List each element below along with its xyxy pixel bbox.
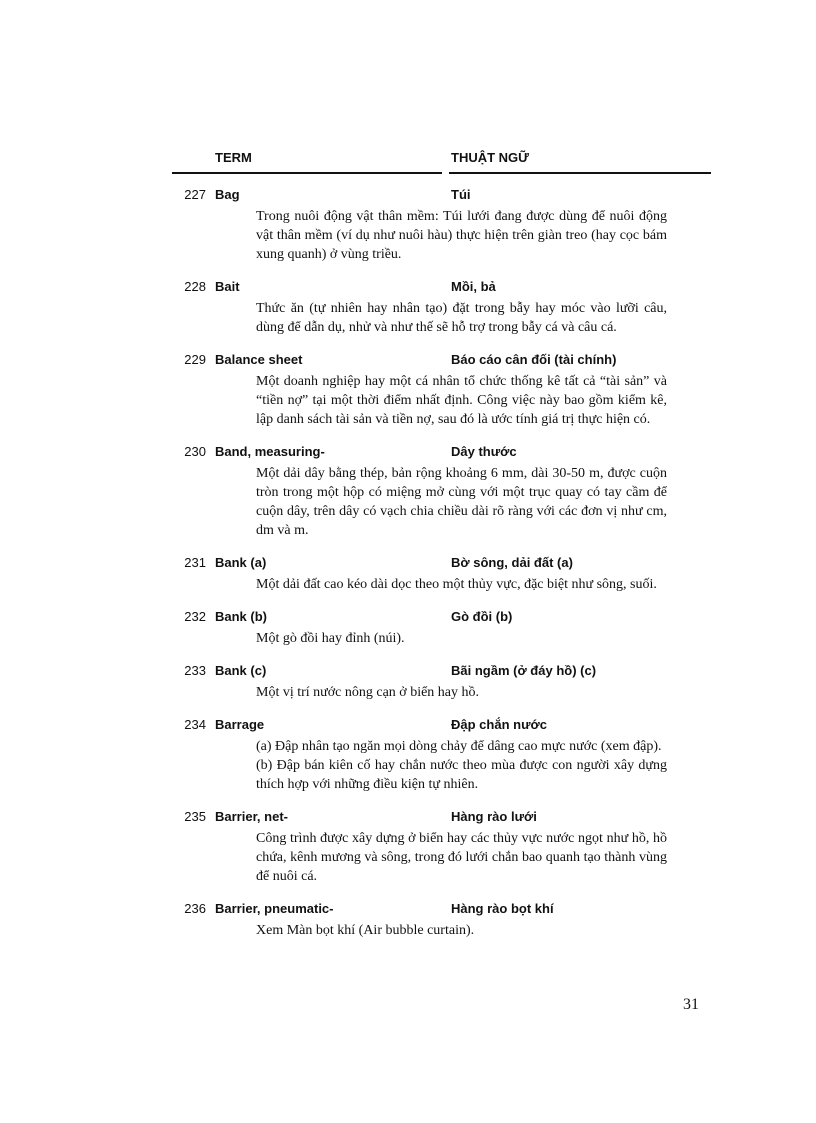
glossary-entry — [0, 717, 816, 794]
entry-heading — [0, 555, 816, 575]
entry-definition — [256, 299, 667, 337]
entry-definition — [256, 737, 667, 794]
definition-paragraph: (b) Đập bán kiên cố hay chắn nước theo mùa được con người xây dựng thích hợp với những điều kiện tự nhiên. — [256, 758, 667, 792]
entry-definition — [256, 464, 667, 540]
page-number: 31 — [683, 996, 699, 1013]
entry-vietnamese-term: Báo cáo cân đối (tài chính) — [451, 352, 617, 367]
entry-heading — [0, 279, 816, 299]
entry-number: 228 — [184, 279, 206, 294]
entry-heading — [0, 352, 816, 372]
definition-paragraph: Thức ăn (tự nhiên hay nhân tạo) đặt trong bẫy hay móc vào lưỡi câu, dùng để dẫn dụ, nhử và như thế sẽ hỗ trợ trong bẫy cá và câu cá. — [256, 301, 667, 335]
glossary-entry — [0, 444, 816, 540]
entry-heading — [0, 444, 816, 464]
entry-vietnamese-term: Mồi, bả — [451, 279, 496, 294]
definition-paragraph: Xem Màn bọt khí (Air bubble curtain). — [256, 923, 475, 938]
entry-number: 234 — [184, 717, 206, 732]
entry-term: Bank (b) — [215, 609, 267, 624]
entry-vietnamese-term: Gò đồi (b) — [451, 609, 513, 624]
entry-number: 235 — [184, 809, 206, 824]
entry-definition — [256, 207, 667, 264]
entry-vietnamese-term: Dây thước — [451, 444, 517, 459]
entry-term: Bank (c) — [215, 663, 267, 678]
entry-heading — [0, 717, 816, 737]
entry-number: 229 — [184, 352, 206, 367]
entry-vietnamese-term: Túi — [451, 187, 471, 202]
definition-paragraph: Một gò đồi hay đỉnh (núi). — [256, 631, 405, 646]
entry-vietnamese-term: Bờ sông, dải đất (a) — [451, 555, 573, 570]
entry-term: Barrier, net- — [215, 809, 288, 824]
glossary-entry — [0, 901, 816, 940]
entry-definition — [256, 829, 667, 886]
glossary-entry — [0, 609, 816, 648]
entry-heading — [0, 187, 816, 207]
entry-definition — [256, 575, 667, 594]
glossary-entry — [0, 809, 816, 886]
entry-heading — [0, 901, 816, 921]
entry-number: 233 — [184, 663, 206, 678]
entry-term: Barrier, pneumatic- — [215, 901, 334, 916]
definition-paragraph: Một doanh nghiệp hay một cá nhân tổ chức thống kê tất cả “tài sản” và “tiền nợ” tại một thời điểm nhất định. Công việc này bao gồm kiểm kê, lập danh sách tài sản và tiền nợ, sau đó là ước tính giá trị thực hiện có. — [256, 374, 667, 427]
entry-term: Bank (a) — [215, 555, 267, 570]
definition-paragraph: Một dải dây bằng thép, bản rộng khoảng 6 mm, dài 30-50 m, được cuộn tròn trong một hộp có miệng mở cùng với một trục quay có tay cầm để cuộn dây, trên dây có vạch chia chiều dài rõ ràng với các đơn vị như cm, dm và m. — [256, 466, 667, 538]
entry-number: 227 — [184, 187, 206, 202]
entry-vietnamese-term: Bãi ngầm (ở đáy hồ) (c) — [451, 663, 597, 678]
header-rule-right — [449, 172, 711, 174]
definition-paragraph: Công trình được xây dựng ở biển hay các thủy vực nước ngọt như hồ, hồ chứa, kênh mương và sông, trong đó lưới chắn bao quanh tạo thành vùng để nuôi cá. — [256, 831, 667, 884]
entry-number: 236 — [184, 901, 206, 916]
header-rule-left — [172, 172, 442, 174]
entry-term: Bag — [215, 187, 240, 202]
entry-number: 230 — [184, 444, 206, 459]
entry-number: 232 — [184, 609, 206, 624]
glossary-entry — [0, 187, 816, 264]
entry-definition — [256, 921, 667, 940]
entry-number: 231 — [184, 555, 206, 570]
entry-term: Balance sheet — [215, 352, 303, 367]
entry-vietnamese-term: Hàng rào lưới — [451, 809, 537, 824]
definition-paragraph: Trong nuôi động vật thân mềm: Túi lưới đang được dùng để nuôi động vật thân mềm (ví dụ như nuôi hàu) thực hiện trên giàn treo (hay cọc bám xung quanh) ở vùng triều. — [256, 209, 667, 262]
glossary-entry — [0, 555, 816, 594]
glossary-entry — [0, 279, 816, 337]
term-column-label: TERM — [215, 150, 252, 165]
glossary-entry — [0, 352, 816, 429]
entry-term: Band, measuring- — [215, 444, 325, 459]
definition-paragraph: Một vị trí nước nông cạn ở biển hay hồ. — [256, 685, 480, 700]
entry-definition — [256, 372, 667, 429]
definition-paragraph: (a) Đập nhân tạo ngăn mọi dòng chảy để dâng cao mực nước (xem đập). — [256, 739, 662, 754]
vietnamese-column-label: THUẬT NGỮ — [451, 150, 529, 165]
column-header — [0, 150, 816, 178]
definition-paragraph: Một dải đất cao kéo dài dọc theo một thủy vực, đặc biệt như sông, suối. — [256, 577, 657, 592]
glossary-entries — [0, 187, 816, 955]
entry-term: Barrage — [215, 717, 265, 732]
entry-heading — [0, 609, 816, 629]
entry-term: Bait — [215, 279, 240, 294]
glossary-entry — [0, 663, 816, 702]
entry-heading — [0, 663, 816, 683]
entry-definition — [256, 683, 667, 702]
entry-vietnamese-term: Đập chắn nước — [451, 717, 547, 732]
entry-definition — [256, 629, 667, 648]
entry-heading — [0, 809, 816, 829]
entry-vietnamese-term: Hàng rào bọt khí — [451, 901, 554, 916]
